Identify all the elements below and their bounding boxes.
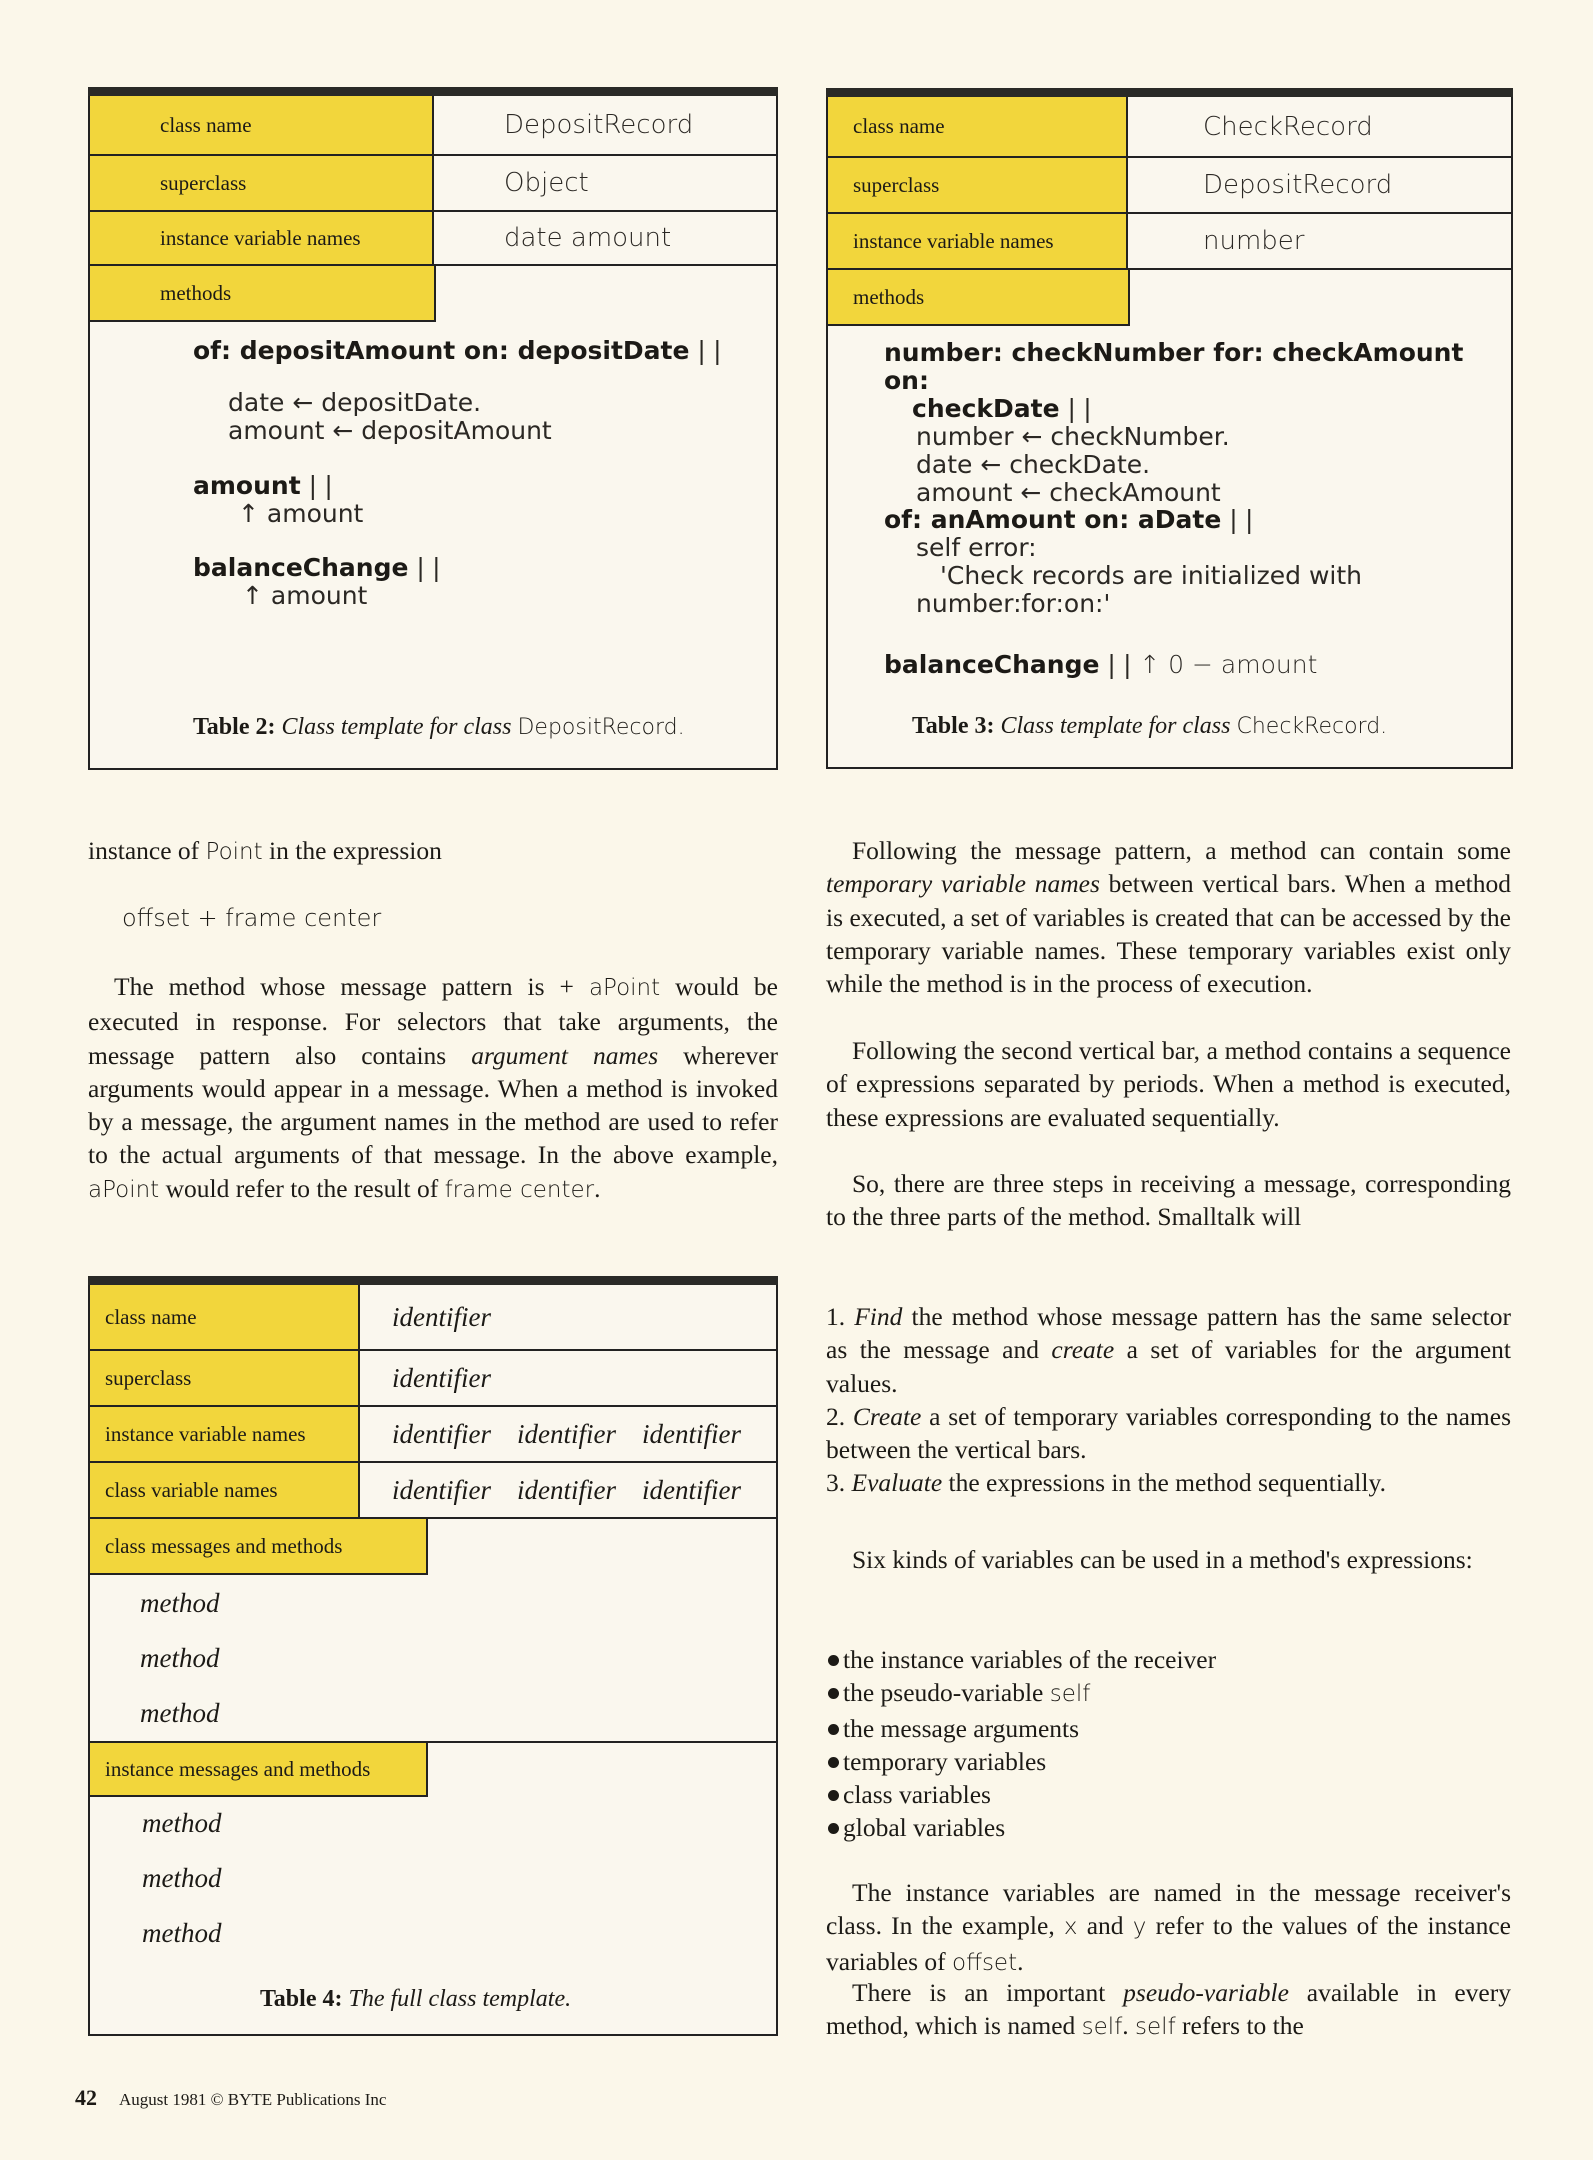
- table-top-rule: [826, 88, 1513, 97]
- caption-class-name: DepositRecord.: [517, 715, 685, 740]
- text: There is an important: [852, 1978, 1124, 2007]
- methods-label-text: methods: [160, 280, 232, 305]
- code-line: number:for:on:': [916, 589, 1111, 618]
- text: would be executed in response. For selectors that take arguments, the message pattern also contains: [88, 972, 778, 1070]
- temp-bars: | |: [1229, 505, 1254, 534]
- expression-example: offset + frame center: [122, 904, 382, 932]
- identifier: identifier: [641, 1418, 741, 1449]
- table-2-caption: [193, 714, 685, 741]
- label-class-variables: class variable names: [90, 1463, 360, 1517]
- list-item: [828, 1712, 1216, 1745]
- label-instance-variables: instance variable names: [828, 214, 1128, 268]
- paragraph-instance-variables: [826, 1876, 1511, 1980]
- paragraph-temporaries: [826, 834, 1511, 1000]
- value-instance-variables: number: [1203, 226, 1305, 256]
- method-body: [228, 389, 552, 445]
- list-item: [828, 1643, 1216, 1676]
- table-3-caption: [912, 713, 1387, 740]
- list-item: [828, 1745, 1216, 1778]
- text: .: [1122, 2011, 1136, 2041]
- value-instance-variables: date amount: [504, 223, 672, 253]
- temp-bars: | |: [416, 553, 441, 582]
- code-line: self error:: [916, 533, 1037, 562]
- code-line: number ← checkNumber.: [916, 422, 1230, 451]
- step-number: 1.: [826, 1302, 855, 1331]
- table-4-caption: [260, 1986, 571, 2013]
- code-line: date ← checkDate.: [916, 450, 1151, 479]
- caption-class-name: CheckRecord.: [1236, 714, 1388, 739]
- value-instance-variables: [360, 1407, 776, 1461]
- row-instance-variables: [90, 212, 776, 266]
- method-pattern: balanceChange: [884, 650, 1100, 679]
- method-pattern: balanceChange: [193, 553, 409, 582]
- methods-label-text: methods: [853, 284, 925, 309]
- method-pattern-cont: checkDate: [912, 394, 1060, 423]
- code-line: ↑ amount: [238, 499, 364, 528]
- section-label-text: instance messages and methods: [105, 1756, 371, 1781]
- text: the method whose message pattern has the same selector as the message and: [826, 1302, 1512, 1365]
- row-class-variables: [90, 1463, 776, 1519]
- text: The instance variables are named in the message receiver's class. In the example,: [826, 1878, 1511, 1941]
- row-class-name: [828, 97, 1511, 158]
- method-pattern: of: depositAmount on: depositDate: [193, 336, 690, 365]
- method-placeholder: method: [140, 1698, 220, 1728]
- numbered-steps: [826, 1300, 1511, 1500]
- emphasis: argument names: [471, 1040, 659, 1070]
- row-class-name: [90, 96, 776, 156]
- temp-bars: | |: [308, 471, 333, 500]
- method-placeholder: method: [142, 1918, 222, 1948]
- list-item: [828, 1676, 1216, 1711]
- list-item: [828, 1811, 1216, 1844]
- text: So, there are three steps in receiving a message, corresponding to the three parts of the method. Smalltalk will: [826, 1169, 1511, 1232]
- code-term: self: [1135, 2014, 1176, 2041]
- step-number: 2.: [826, 1401, 853, 1431]
- temp-bars: | |: [1067, 394, 1092, 423]
- value-superclass: [360, 1351, 776, 1405]
- value-class-name: [360, 1285, 776, 1349]
- label-methods: [828, 270, 1130, 326]
- method-pattern: amount: [193, 471, 301, 500]
- bullet-icon: [828, 1688, 839, 1699]
- method-of-on-error: [884, 506, 1362, 618]
- identifier: identifier: [516, 1474, 616, 1505]
- table-4-full-class-template: [88, 1276, 778, 2036]
- table-2-deposit-record: [88, 87, 778, 770]
- step-2: [826, 1400, 1511, 1467]
- caption-text: Class template for class: [1000, 713, 1231, 739]
- emphasis: temporary variable names: [826, 869, 1100, 899]
- method-placeholder: method: [142, 1808, 222, 1838]
- text: in the expression: [262, 836, 442, 865]
- bullet-icon: [828, 1823, 839, 1834]
- code-term: self: [1049, 1681, 1091, 1708]
- text: available in every method, which is named: [826, 1978, 1511, 2041]
- step-verb: Evaluate: [851, 1468, 943, 1498]
- method-pattern: of: anAmount on: aDate: [884, 505, 1222, 534]
- text: and: [1077, 1911, 1133, 1941]
- code-term: aPoint: [88, 1176, 160, 1203]
- text: refer to the values of the instance variables of: [826, 1911, 1511, 1976]
- caption-number: Table 2:: [193, 714, 276, 740]
- method-balance-change: [884, 651, 1317, 679]
- caption-text: The full class template.: [348, 1986, 572, 2012]
- label-methods: [90, 266, 436, 322]
- label-class-name: class name: [90, 96, 434, 154]
- page-number: 42: [75, 2085, 97, 2110]
- code-line: ↑ amount: [242, 581, 368, 610]
- publication-credit: August 1981 © BYTE Publications Inc: [119, 2090, 387, 2109]
- text: instance of: [88, 836, 206, 865]
- variable-kinds-list: [828, 1643, 1216, 1845]
- identifier: identifier: [392, 1362, 491, 1393]
- code-term: Point: [205, 839, 263, 865]
- emphasis: create: [1051, 1335, 1115, 1365]
- label-instance-messages: [90, 1743, 428, 1797]
- paragraph-method-pattern: [88, 970, 778, 1207]
- intro-line: [88, 834, 778, 869]
- temp-bars: | |: [697, 336, 722, 365]
- identifier: identifier: [392, 1418, 491, 1449]
- emphasis: pseudo-variable: [1123, 1978, 1289, 2007]
- caption-number: Table 3:: [912, 713, 995, 739]
- method-pattern: number: checkNumber for: checkAmount on:: [884, 338, 1464, 395]
- label-class-name: class name: [828, 97, 1128, 156]
- row-superclass: [90, 1351, 776, 1407]
- text: refers to the: [1175, 2011, 1304, 2041]
- code-term: frame center: [444, 1176, 595, 1203]
- text: The method whose message pattern is +: [114, 972, 589, 1001]
- label-superclass: superclass: [90, 156, 434, 210]
- text: Following the message pattern, a method can contain some: [852, 836, 1511, 865]
- method-placeholder: method: [140, 1643, 220, 1673]
- text: the instance variables of the receiver: [843, 1645, 1217, 1674]
- row-superclass: [90, 156, 776, 212]
- text: wherever arguments would appear in a message. When a method is invoked by a message, the argument names in the method are used to refer to the actual arguments of that message. In the above example,: [88, 1040, 778, 1170]
- caption-text: Class template for class: [281, 714, 512, 740]
- value-class-name: DepositRecord: [504, 110, 694, 140]
- text: a set of variables for the argument values.: [826, 1335, 1511, 1398]
- code-line: date ← depositDate.: [228, 388, 482, 417]
- code-line: amount ← depositAmount: [228, 416, 552, 445]
- paragraph-three-steps: [826, 1167, 1511, 1234]
- label-instance-variables: instance variable names: [90, 1407, 360, 1461]
- text: .: [1017, 1946, 1024, 1976]
- step-verb: Create: [852, 1401, 922, 1431]
- code-term: self: [1081, 2014, 1123, 2041]
- method-balance-change: [193, 554, 440, 582]
- code-line: 'Check records are initialized with: [940, 561, 1362, 590]
- identifier: identifier: [641, 1474, 741, 1505]
- text: would refer to the result of: [159, 1173, 445, 1203]
- temp-bars: | |: [1107, 650, 1132, 679]
- code-term: offset: [952, 1949, 1018, 1976]
- value-superclass: Object: [504, 168, 589, 198]
- code-term: aPoint: [588, 975, 661, 1001]
- list-item: [828, 1778, 1216, 1811]
- text: the message arguments: [843, 1713, 1080, 1743]
- method-number-for-on: [884, 339, 1511, 507]
- paragraph-expressions: [826, 1034, 1511, 1134]
- method-placeholder: method: [142, 1863, 222, 1893]
- step-verb: Find: [854, 1302, 903, 1331]
- text: Six kinds of variables can be used in a method's expressions:: [852, 1545, 1473, 1574]
- code-inline: ↑ 0 − amount: [1139, 650, 1318, 679]
- value-class-name: CheckRecord: [1203, 111, 1373, 142]
- identifier: identifier: [392, 1474, 491, 1505]
- label-superclass: superclass: [90, 1351, 360, 1405]
- section-label-text: class messages and methods: [105, 1533, 343, 1558]
- identifier: identifier: [516, 1418, 616, 1449]
- code-line: amount ← checkAmount: [916, 478, 1221, 507]
- step-number: 3.: [826, 1468, 852, 1498]
- text: the pseudo-variable: [843, 1678, 1050, 1708]
- text: temporary variables: [843, 1746, 1047, 1776]
- bullet-icon: [828, 1790, 839, 1801]
- table-top-rule: [88, 1276, 778, 1285]
- text: the expressions in the method sequentially.: [942, 1468, 1386, 1498]
- code-term: y: [1132, 1914, 1147, 1941]
- step-3: [826, 1466, 1511, 1499]
- bullet-icon: [828, 1655, 839, 1666]
- row-instance-variables: [828, 214, 1511, 270]
- bullet-icon: [828, 1724, 839, 1735]
- bullet-icon: [828, 1757, 839, 1768]
- text: .: [594, 1173, 601, 1203]
- method-placeholder: method: [140, 1588, 220, 1618]
- method-amount: [193, 472, 333, 500]
- value-class-variables: [360, 1463, 776, 1517]
- label-superclass: superclass: [828, 158, 1128, 212]
- label-class-name: class name: [90, 1285, 360, 1349]
- code-term: x: [1063, 1914, 1078, 1941]
- row-instance-variables: [90, 1407, 776, 1463]
- page-footer: [75, 2085, 386, 2111]
- paragraph-six-kinds: [826, 1543, 1511, 1576]
- paragraph-pseudo-variable: [826, 1976, 1511, 2045]
- identifier: identifier: [392, 1301, 491, 1332]
- label-class-messages: [90, 1519, 428, 1575]
- method-of-on: [193, 337, 721, 365]
- label-instance-variables: instance variable names: [90, 212, 434, 264]
- row-superclass: [828, 158, 1511, 214]
- text: a set of temporary variables corresponding to the names between the vertical bars.: [826, 1401, 1512, 1465]
- text: global variables: [843, 1813, 1006, 1843]
- step-1: [826, 1300, 1511, 1400]
- caption-number: Table 4:: [260, 1986, 343, 2012]
- table-3-check-record: [826, 88, 1513, 769]
- row-class-name: [90, 1285, 776, 1351]
- table-top-rule: [88, 87, 778, 96]
- value-superclass: DepositRecord: [1203, 170, 1393, 200]
- text: class variables: [843, 1780, 991, 1810]
- text: Following the second vertical bar, a method contains a sequence of expressions separated by periods. When a method is executed, these expressions are evaluated sequentially.: [826, 1036, 1511, 1132]
- text: between vertical bars. When a method is executed, a set of variables is created that can be accessed by the temporary variable names. These temporary variables exist only while the method is in the process of execution.: [826, 869, 1511, 999]
